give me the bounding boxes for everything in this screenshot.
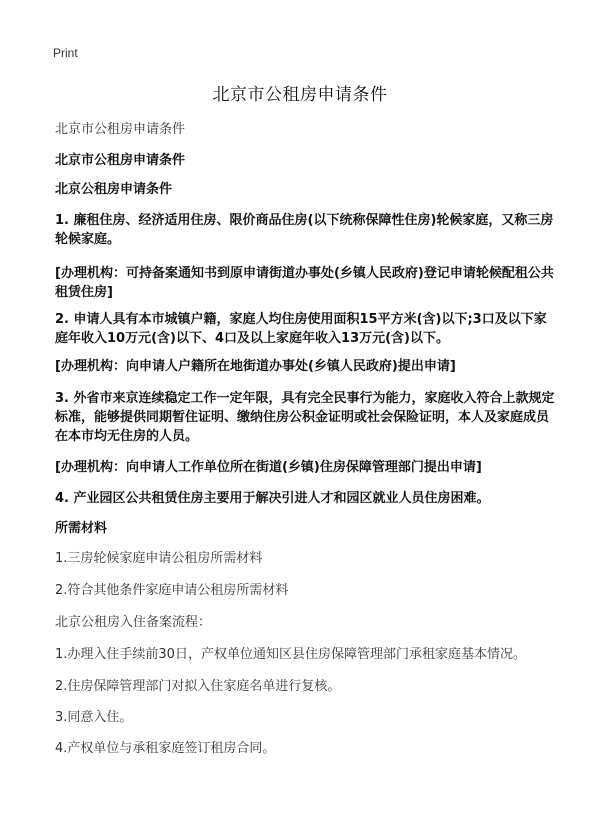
subheading-plain: 北京市公租房申请条件 [55, 122, 186, 137]
flow-step: 2.住房保障管理部门对拟入住家庭名单进行复核。 [55, 679, 341, 694]
condition-item: 3. 外省市来京连续稳定工作一定年限，具有完全民事行为能力，家庭收入符合上款规定标准，能够提供同期暂住证明、缴纳住房公积金证明或社会保险证明，本人及家庭成员在本市均无住房的人员。 [55, 391, 555, 444]
flow-step: 1.办理入住手续前30日，产权单位通知区县住房保障管理部门承租家庭基本情况。 [55, 647, 526, 662]
flow-step: 3.同意入住。 [55, 710, 133, 725]
agency-note: [办理机构：向申请人工作单位所在街道(乡镇)住房保障管理部门提出申请] [55, 460, 482, 475]
condition-item: 1. 廉租住房、经济适用住房、限价商品住房(以下统称保障性住房)轮候家庭，又称三房轮候家庭。 [55, 213, 554, 247]
subheading-bold: 北京市公租房申请条件 [55, 153, 186, 168]
print-link[interactable]: Print [53, 46, 78, 60]
section-heading: 北京公租房申请条件 [55, 182, 173, 197]
page-title: 北京市公租房申请条件 [212, 85, 388, 105]
materials-item: 2.符合其他条件家庭申请公租房所需材料 [55, 583, 289, 598]
flow-step: 4.产权单位与承租家庭签订租房合同。 [55, 741, 276, 756]
condition-item: 4. 产业园区公共租赁住房主要用于解决引进人才和园区就业人员住房困难。 [55, 491, 490, 506]
agency-note: [办理机构：可持备案通知书到原申请街道办事处(乡镇人民政府)登记申请轮候配租公共租赁住房] [55, 266, 554, 300]
materials-heading: 所需材料 [55, 521, 108, 536]
agency-note: [办理机构：向申请人户籍所在地街道办事处(乡镇人民政府)提出申请] [55, 359, 456, 374]
flow-heading: 北京公租房入住备案流程： [55, 615, 212, 630]
condition-item: 2. 申请人具有本市城镇户籍，家庭人均住房使用面积15平方米(含)以下;3口及以下家庭年收入10万元(含)以下、4口及以上家庭年收入13万元(含)以下。 [55, 312, 547, 346]
materials-item: 1.三房轮候家庭申请公租房所需材料 [55, 551, 263, 566]
